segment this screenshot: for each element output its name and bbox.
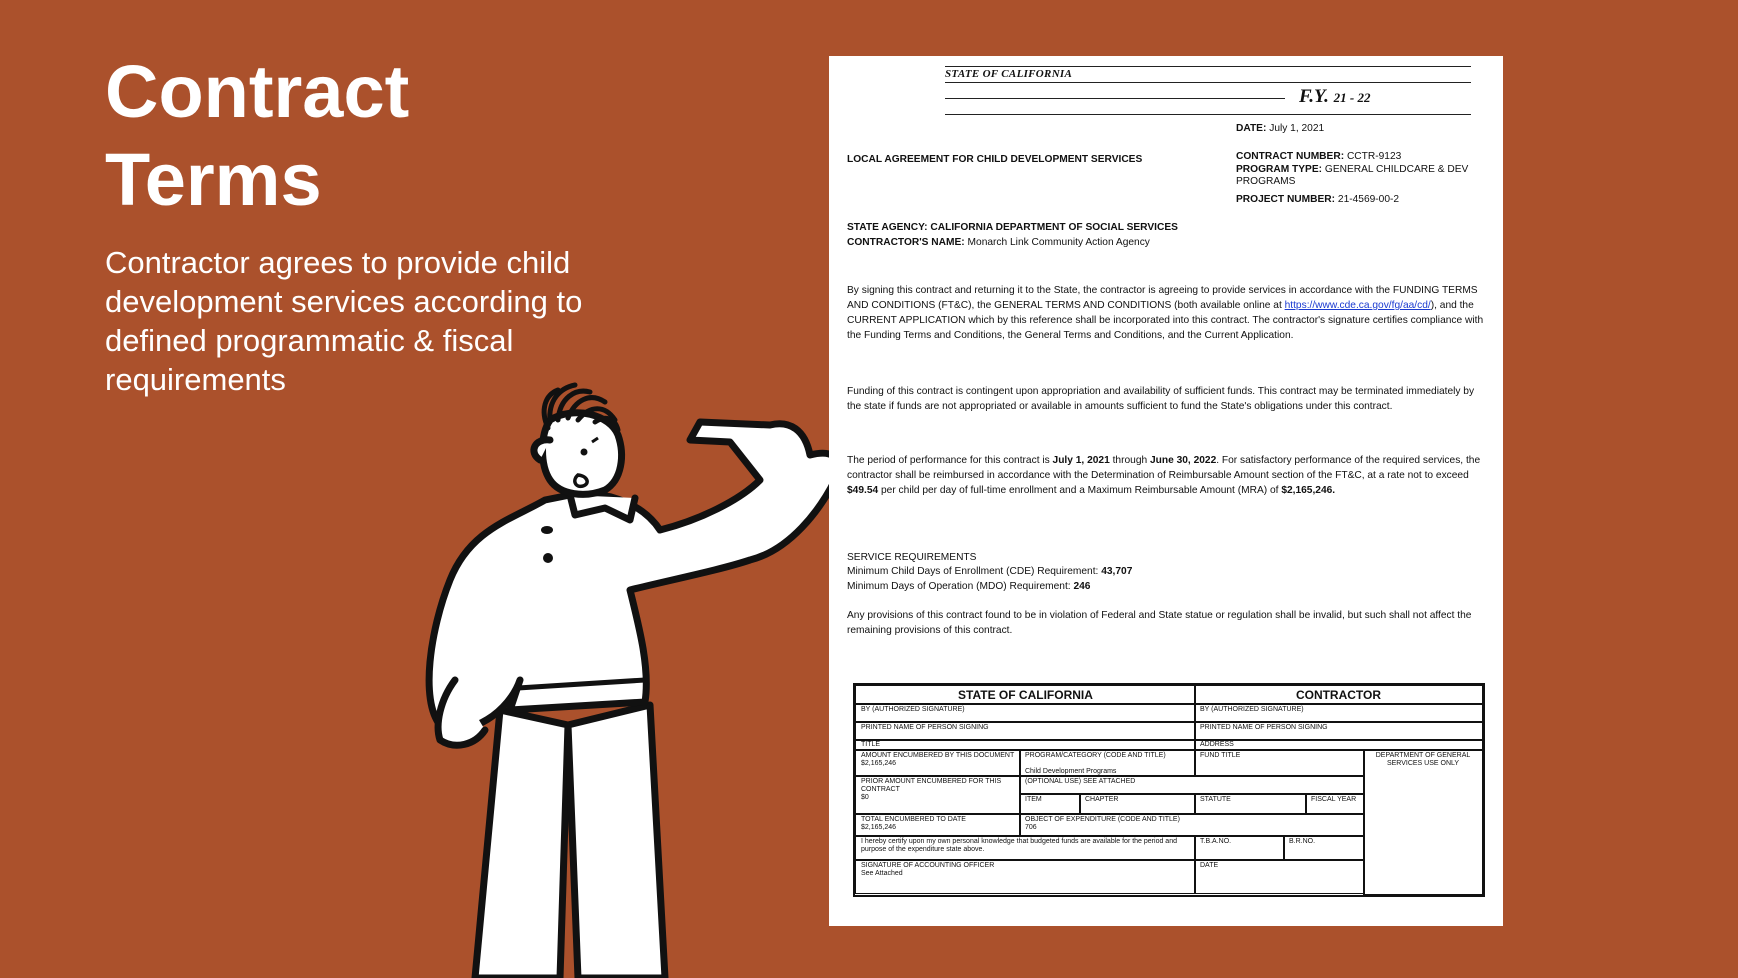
contractor-signature-field[interactable]: BY (AUTHORIZED SIGNATURE) — [1194, 703, 1483, 723]
br-no-cell: B.R.NO. — [1283, 835, 1365, 861]
object-expenditure-cell: OBJECT OF EXPENDITURE (CODE AND TITLE) 706 — [1019, 813, 1365, 837]
terms-paragraph: By signing this contract and returning it to the State, the contractor is agreeing to provide services in accordance with the FUNDING TERMS AND CONDITIONS (FT&C), the GENERAL TERMS AND CONDITIONS (both available online at https://www.cde.ca.gov/fg/aa/cd/), and the CURRENT APPLICATION which by this reference shall be incorporated into this contract. The contractor's signature certifies compliance with the Funding Terms and Conditions, the General Terms and Conditions, and the Current Application. — [847, 285, 1484, 341]
header-rule — [945, 98, 1285, 99]
program-category-cell: PROGRAM/CATEGORY (CODE AND TITLE) Child Development Programs — [1019, 749, 1196, 777]
fiscal-year-cell: FISCAL YEAR — [1305, 793, 1365, 815]
optional-use-cell: (OPTIONAL USE) SEE ATTACHED — [1019, 775, 1365, 795]
chapter-cell: CHAPTER — [1079, 793, 1196, 815]
contractor-address-field[interactable]: ADDRESS — [1194, 739, 1483, 751]
total-encumbered-cell: TOTAL ENCUMBERED TO DATE $2,165,246 — [855, 813, 1021, 837]
contractor-column-header: CONTRACTOR — [1194, 685, 1483, 705]
dgs-use-cell: DEPARTMENT OF GENERAL SERVICES USE ONLY — [1363, 749, 1483, 895]
program-type: PROGRAM TYPE: GENERAL CHILDCARE & DEV PROGRAMS — [1236, 164, 1469, 187]
prior-amount-cell: PRIOR AMOUNT ENCUMBERED FOR THIS CONTRACT $0 — [855, 775, 1021, 815]
fiscal-year: F.Y. 21 - 22 — [1299, 86, 1371, 107]
cde-requirement: Minimum Child Days of Enrollment (CDE) Requirement: 43,707 — [847, 566, 1133, 577]
mdo-requirement: Minimum Days of Operation (MDO) Requirement: 246 — [847, 581, 1091, 592]
signature-table — [853, 683, 1485, 897]
tba-no-cell: T.B.A.NO. — [1194, 835, 1285, 861]
header-rule — [945, 114, 1471, 115]
amount-encumbered-cell: AMOUNT ENCUMBERED BY THIS DOCUMENT $2,165,246 — [855, 749, 1021, 777]
header-rule — [945, 66, 1471, 67]
contractor-printed-name-field[interactable]: PRINTED NAME OF PERSON SIGNING — [1194, 721, 1483, 741]
state-printed-name-field[interactable]: PRINTED NAME OF PERSON SIGNING — [855, 721, 1196, 741]
person-illustration — [400, 380, 860, 978]
funding-paragraph: Funding of this contract is contingent upon appropriation and availability of sufficient funds. This contract may be terminated immediately by the state if funds are not appropriated or available in amounts sufficient to fund the State's obligations under this contract. — [847, 386, 1475, 412]
accounting-officer-signature-field[interactable]: SIGNATURE OF ACCOUNTING OFFICER See Attached — [855, 859, 1196, 894]
state-title-field[interactable]: TITLE — [855, 739, 1196, 751]
agreement-title: LOCAL AGREEMENT FOR CHILD DEVELOPMENT SERVICES — [847, 154, 1143, 165]
date-line: DATE: July 1, 2021 — [1236, 123, 1325, 134]
state-agency: STATE AGENCY: CALIFORNIA DEPARTMENT OF SOCIAL SERVICES — [847, 222, 1178, 233]
slide-subtitle: Contractor agrees to provide child development services according to defined programmatic & fiscal requirements — [105, 245, 583, 397]
contract-number: CONTRACT NUMBER: CCTR-9123 — [1236, 151, 1402, 162]
state-column-header: STATE OF CALIFORNIA — [855, 685, 1196, 705]
provisions-paragraph: Any provisions of this contract found to be in violation of Federal and State statue or regulation shall be invalid, but such shall not affect the remaining provisions of this contract. — [847, 610, 1472, 636]
terms-link[interactable]: https://www.cde.ca.gov/fg/aa/cd/ — [1284, 300, 1431, 311]
contractor-name: CONTRACTOR'S NAME: Monarch Link Community Action Agency — [847, 237, 1150, 248]
performance-paragraph: The period of performance for this contract is July 1, 2021 through June 30, 2022. For satisfactory performance of the required services, the contractor shall be reimbursed in accordance with the Determination of Reimbursable Amount section of the FT&C, at a rate not to exceed $49.54 per child per day of full-time enrollment and a Maximum Reimbursable Amount (MRA) of $2,165,246. — [847, 455, 1481, 496]
statute-cell: STATUTE — [1194, 793, 1307, 815]
state-header: STATE OF CALIFORNIA — [945, 68, 1073, 80]
item-cell: ITEM — [1019, 793, 1081, 815]
date-field[interactable]: DATE — [1194, 859, 1365, 894]
slide-title: Contract Terms — [105, 50, 410, 221]
fund-title-cell: FUND TITLE — [1194, 749, 1365, 777]
state-signature-field[interactable]: BY (AUTHORIZED SIGNATURE) — [855, 703, 1196, 723]
certification-cell: I hereby certify upon my own personal knowledge that budgeted funds are available for the period and purpose of the expenditure state above. — [855, 835, 1196, 861]
project-number: PROJECT NUMBER: 21-4569-00-2 — [1236, 194, 1400, 205]
service-heading: SERVICE REQUIREMENTS — [847, 552, 977, 563]
header-rule — [945, 82, 1471, 83]
contract-document — [829, 56, 1503, 926]
